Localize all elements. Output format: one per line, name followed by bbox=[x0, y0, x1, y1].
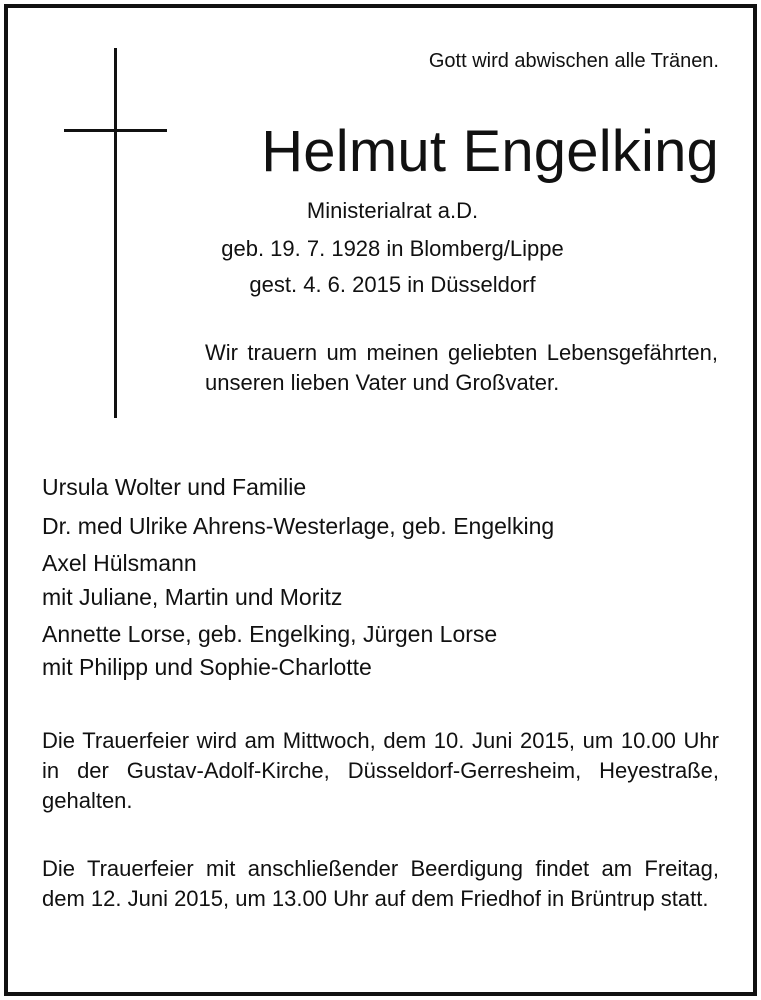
death-info: gest. 4. 6. 2015 in Düsseldorf bbox=[249, 272, 536, 297]
burial-text: Die Trauerfeier mit anschließender Beerdigung findet am Freitag, dem 12. Juni 2015, um 13.00 Uhr auf dem Friedhof in Brüntrup statt. bbox=[42, 856, 719, 911]
motto: Gott wird abwischen alle Tränen. bbox=[428, 50, 719, 72]
cross-icon bbox=[114, 48, 117, 418]
family-line: mit Philipp und Sophie-Charlotte bbox=[42, 654, 372, 680]
mourning-text: Wir trauern um meinen geliebten Lebensgefährten, unseren lieben Vater und Großvater. bbox=[205, 340, 718, 395]
family-line: Dr. med Ulrike Ahrens-Westerlage, geb. Engelking bbox=[42, 513, 555, 539]
family-line: mit Juliane, Martin und Moritz bbox=[42, 584, 343, 610]
cross-icon-bar bbox=[64, 129, 167, 132]
family-line: Axel Hülsmann bbox=[42, 550, 197, 576]
deceased-name: Helmut Engelking bbox=[261, 119, 719, 184]
funeral-service-text: Die Trauerfeier wird am Mittwoch, dem 10. Juni 2015, um 10.00 Uhr in der Gustav-Adolf-Kirche, Düsseldorf-Gerresheim, Heyestraße, gehalten. bbox=[42, 728, 719, 813]
family-line: Annette Lorse, geb. Engelking, Jürgen Lorse bbox=[42, 621, 498, 647]
deceased-title: Ministerialrat a.D. bbox=[306, 198, 479, 223]
family-line: Ursula Wolter und Familie bbox=[42, 474, 307, 500]
birth-info: geb. 19. 7. 1928 in Blomberg/Lippe bbox=[221, 236, 564, 261]
